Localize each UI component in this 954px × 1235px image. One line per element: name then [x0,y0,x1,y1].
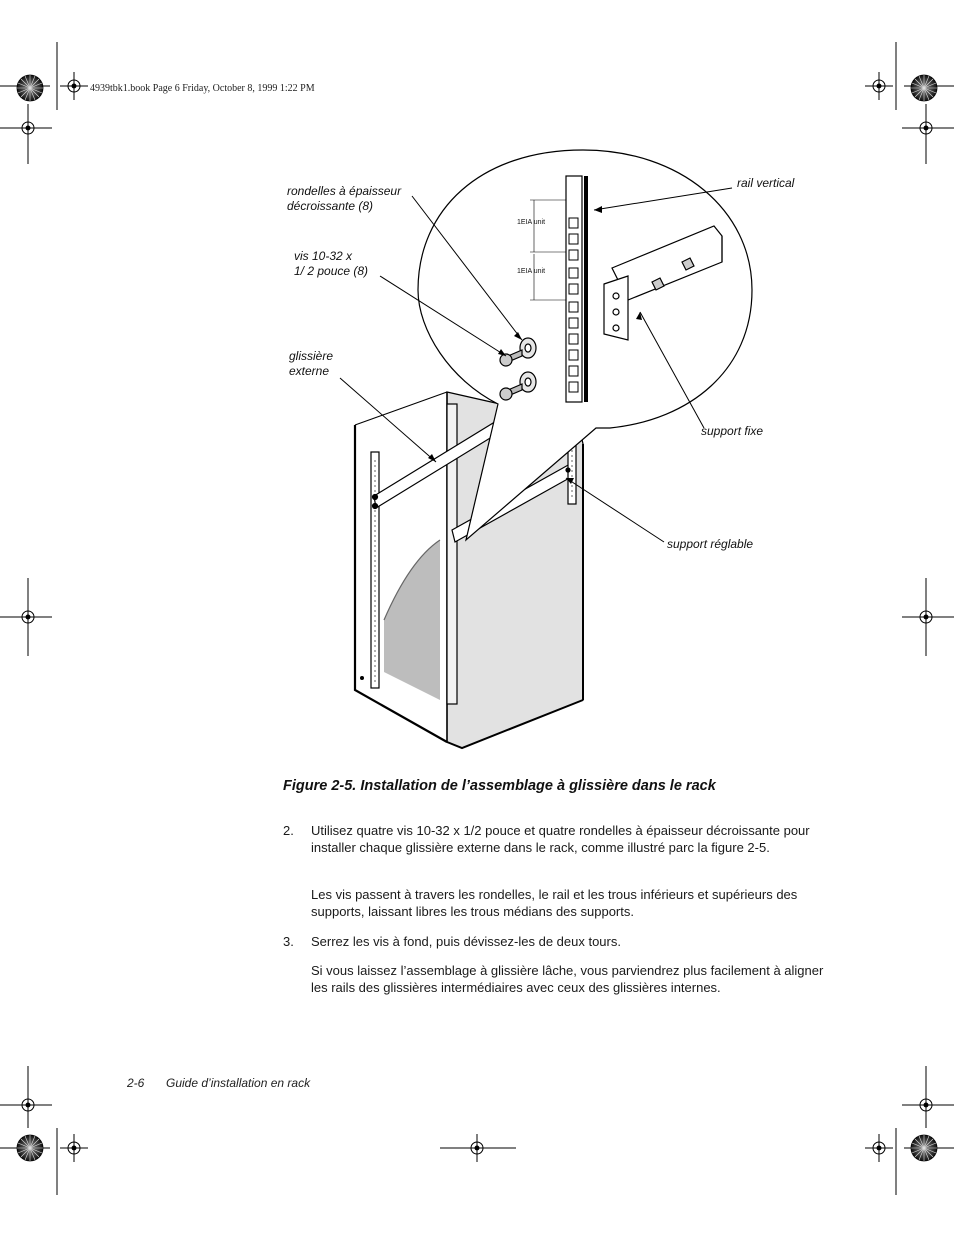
label-vertical-rail: rail vertical [737,176,795,190]
label-outer-slide-line2: externe [289,364,330,378]
label-washers-line2: décroissante (8) [287,199,374,213]
footer-title: Guide d’installation en rack [166,1076,311,1090]
step-2-paragraph-1: Utilisez quatre vis 10-32 x 1/2 pouce et quatre rondelles à épaisseur décroissante pour installer chaque glissière externe dans le rack, comme illustré parc la figure 2-5. [311,823,810,855]
label-screws [294,249,368,279]
label-adjustable-bracket: support réglable [667,537,754,551]
print-header: 4939tbk1.book Page 6 Friday, October 8, 1999 1:22 PM [90,83,315,94]
step-number-2: 2. [283,823,294,838]
label-screws-line1: vis 10-32 x [294,249,353,263]
figure-caption: Figure 2-5. Installation de l’assemblage à glissière dans le rack [283,778,716,794]
label-screws-line2: 1/ 2 pouce (8) [294,264,369,278]
label-fixed-bracket: support fixe [701,424,764,438]
step-3-paragraph-2: Si vous laissez l’assemblage à glissière lâche, vous parviendrez plus facilement à aligner les rails des glissières intermédiaires avec ceux des glissières internes. [311,963,824,995]
label-eia-unit-bottom: 1EIA unit [517,268,546,275]
step-3-paragraph-1: Serrez les vis à fond, puis dévissez-les de deux tours. [311,934,621,949]
step-2-paragraph-2: Les vis passent à travers les rondelles, le rail et les trous inférieurs et supérieurs des supports, laissant libres les trous médians des supports. [311,887,798,919]
footer-page-number: 2-6 [127,1076,145,1090]
label-washers [287,184,401,214]
label-outer-slide [289,349,333,379]
label-washers-line1: rondelles à épaisseur [287,184,402,198]
step-number-3: 3. [283,934,294,949]
label-eia-unit-top: 1EIA unit [517,219,546,226]
label-outer-slide-line1: glissière [289,349,334,363]
